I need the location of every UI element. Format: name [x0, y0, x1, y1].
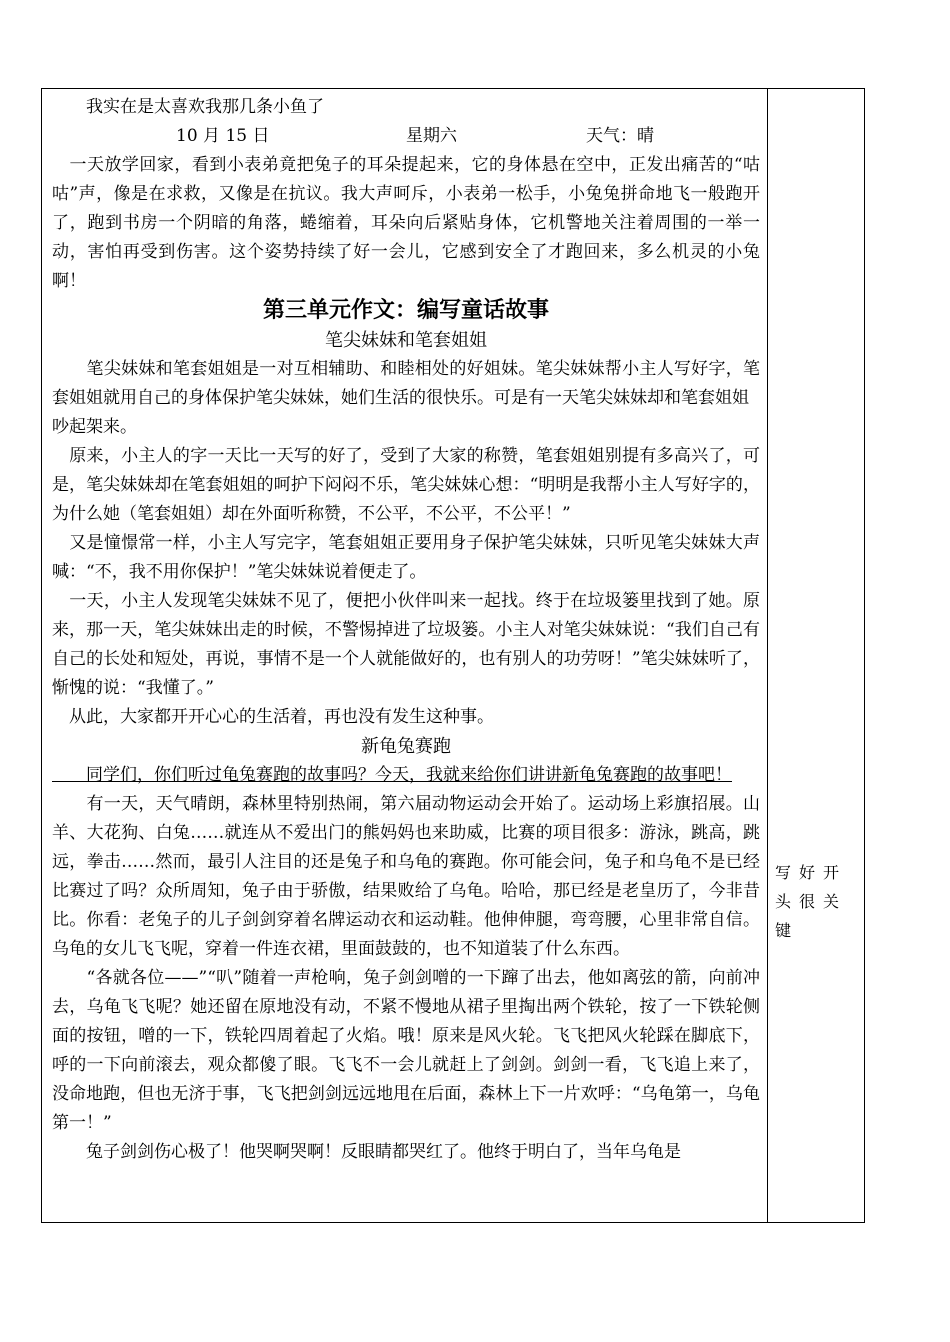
column-divider — [767, 89, 768, 1222]
essay-content — [52, 93, 760, 1167]
essay-table — [41, 88, 865, 1223]
paragraph: 有一天，天气晴朗，森林里特别热闹，第六届动物运动会开始了。运动场上彩旗招展。山羊、大花狗、白兔……就连从不爱出门的熊妈妈也来助威，比赛的项目很多：游泳，跳高，跳远，拳击……然而，最引人注目的还是兔子和乌龟的赛跑。你可能会问，兔子和乌龟不是已经比赛过了吗？众所周知，兔子由于骄傲，结果败给了乌龟。哈哈，那已经是老皇历了，今非昔比。你看：老兔子的儿子剑剑穿着名牌运动衣和运动鞋。他伸伸腿，弯弯腰，心里非常自信。乌龟的女儿飞飞呢，穿着一件连衣裙，里面鼓鼓的，也不知道装了什么东西。 — [52, 794, 760, 959]
paragraph: 同学们，你们听过龟兔赛跑的故事吗？今天，我就来给你们讲讲新龟兔赛跑的故事吧！ — [52, 765, 732, 785]
paragraph: 兔子剑剑伤心极了！他哭啊哭啊！反眼睛都哭红了。他终于明白了，当年乌龟是 — [52, 1142, 681, 1162]
story-title: 笔尖妹妹和笔套姐姐 — [325, 330, 487, 351]
paragraph: 原来，小主人的字一天比一天写的好了，受到了大家的称赞，笔套姐姐别提有多高兴了，可是，笔尖妹妹却在笔套姐姐的呵护下闷闷不乐，笔尖妹妹心想：“明明是我帮小主人写好字的，为什么她（笔套姐姐）却在外面听称赞，不公平，不公平，不公平！” — [52, 446, 760, 524]
diary-date-line — [52, 122, 760, 151]
paragraph: 笔尖妹妹和笔套姐姐是一对互相辅助、和睦相处的好姐妹。笔尖妹妹帮小主人写好字，笔套姐姐就用自己的身体保护笔尖妹妹，她们生活的很快乐。可是有一天笔尖妹妹却和笔套姐姐 — [52, 359, 760, 408]
teacher-comment: 写好开头很关键 — [775, 863, 848, 940]
date: 10 月 15 日 — [176, 126, 270, 146]
paragraph: 吵起架来。 — [52, 417, 137, 437]
weekday: 星期六 — [406, 126, 457, 146]
weather: 天气：晴 — [586, 126, 654, 146]
story-title: 新龟兔赛跑 — [361, 736, 451, 757]
paragraph: 又是憧憬常一样，小主人写完字，笔套姐姐正要用身子保护笔尖妹妹，只听见笔尖妹妹大声喊：“不，我不用你保护！”笔尖妹妹说着便走了。 — [52, 533, 760, 582]
paragraph: 一天，小主人发现笔尖妹妹不见了，便把小伙伴叫来一起找。终于在垃圾篓里找到了她。原来，那一天，笔尖妹妹出走的时候，不警惕掉进了垃圾篓。小主人对笔尖妹妹说：“我们自己有自己的长处和短处，再说，事情不是一个人就能做好的，也有别人的功劳呀！”笔尖妹妹听了，惭愧的说：“我懂了。” — [52, 591, 760, 698]
paragraph: 从此，大家都开开心心的生活着，再也没有发生这种事。 — [52, 707, 494, 727]
paragraph: “各就各位——”“叭”随着一声枪响，兔子剑剑噌的一下蹿了出去，他如离弦的箭，向前冲去，乌龟飞飞呢？她还留在原地没有动，不紧不慢地从裙子里掏出两个铁轮，按了一下铁轮侧面的按钮，噌的一下，铁轮四周着起了火焰。哦！原来是风火轮。飞飞把风火轮踩在脚底下，呼的一下向前滚去，观众都傻了眼。飞飞不一会儿就赶上了剑剑。剑剑一看，飞飞追上来了，没命地跑，但也无济于事，飞飞把剑剑远远地甩在后面，森林上下一片欢呼：“乌龟第一，乌龟第一！” — [52, 968, 760, 1133]
unit-title: 第三单元作文：编写童话故事 — [262, 298, 549, 323]
paragraph: 一天放学回家，看到小表弟竟把兔子的耳朵提起来，它的身体悬在空中，正发出痛苦的“咕咕”声，像是在求救，又像是在抗议。我大声呵斥，小表弟一松手，小兔兔拼命地飞一般跑开了，跑到书房一个阴暗的角落，蜷缩着，耳朵向后紧贴身体，它机警地关注着周围的一举一动，害怕再受到伤害。这个姿势持续了好一会儿，它感到安全了才跑回来，多么机灵的小兔啊！ — [52, 155, 760, 291]
text-line: 我实在是太喜欢我那几条小鱼了 — [52, 97, 324, 117]
